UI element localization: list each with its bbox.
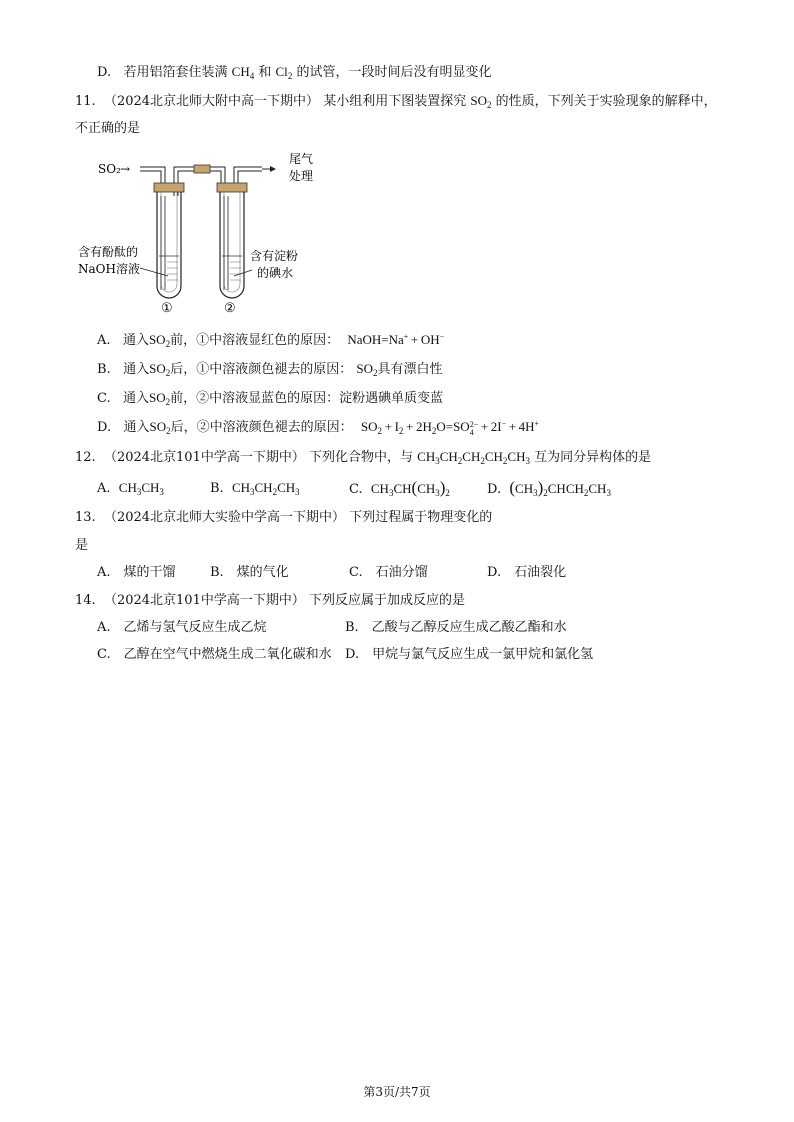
so2-inlet-label: SO₂	[98, 162, 121, 176]
q11-option-d: D. 通入$SO_2$后，②中溶液颜色褪去的原因： $SO_2 + I_2 + 2H_2O=SO2-$ 4 + 2I− + 4H+	[97, 419, 540, 437]
q12-option-a: A. $CH_3CH_3$	[97, 480, 164, 497]
q11-option-b: B. 通入$SO_2$后，①中溶液颜色褪去的原因： $SO_2$具有漂白性	[97, 361, 443, 378]
right-solution-label: 含有淀粉	[250, 249, 299, 263]
rubber-connector	[194, 165, 210, 173]
q14-option-a: A. 乙烯与氢气反应生成乙烷	[97, 620, 267, 635]
left-solution-label: 含有酚酞的	[78, 245, 139, 259]
apparatus-figure	[78, 150, 350, 320]
q12-option-c: C. $CH_3CH(CH_3)_2$	[349, 478, 450, 498]
q12-option-d: D. $(CH_3)_2CHCH_2CH_3$	[487, 478, 611, 498]
tube-1-number: ①	[161, 301, 173, 316]
q11-option-a: A. 通入$SO_2$前，①中溶液显红色的原因： NaOH=Na+ + OH−	[97, 332, 445, 349]
q14-option-c: C. 乙醇在空气中燃烧生成二氧化碳和水	[97, 647, 332, 662]
q12-option-b: B. $CH_3CH_2CH_3$	[210, 480, 300, 497]
svg-text:→: →	[120, 162, 131, 176]
q12-stem: 12. （2024北京101中学高一下期中） 下列化合物中，与 $CH_3CH_2CH_2CH_2CH_3$ 互为同分异构体的是	[75, 449, 652, 466]
q13-stem-line2: 是	[75, 538, 89, 553]
question-source: （2024北京101中学高一下期中）	[103, 593, 305, 608]
question-source: （2024北京北师大实验中学高一下期中）	[103, 510, 346, 525]
tube-2-number: ②	[224, 301, 236, 316]
svg-text:的碘水: 的碘水	[257, 266, 294, 280]
q14-option-b: B. 乙酸与乙醇反应生成乙酸乙酯和水	[345, 620, 567, 635]
q11-option-c: C. 通入$SO_2$前，②中溶液显蓝色的原因：淀粉遇碘单质变蓝	[97, 390, 444, 407]
q14-option-d: D. 甲烷与氯气反应生成一氯甲烷和氯化氢	[345, 647, 594, 662]
question-source: （2024北京北师大附中高一下期中）	[103, 94, 320, 109]
q14-stem: 14. （2024北京101中学高一下期中） 下列反应属于加成反应的是	[75, 593, 466, 608]
stopper-2	[217, 183, 247, 192]
svg-text:NaOH溶液: NaOH溶液	[78, 262, 140, 276]
q13-stem: 13. （2024北京北师大实验中学高一下期中） 下列过程属于物理变化的	[75, 510, 493, 525]
svg-text:尾气: 尾气	[289, 152, 314, 166]
svg-text:处理: 处理	[289, 169, 314, 183]
page-footer: 第3页/共7页	[363, 1085, 431, 1099]
stopper-1	[154, 183, 184, 192]
q13-option-d: D. 石油裂化	[487, 565, 567, 580]
q13-option-c: C. 石油分馏	[349, 565, 428, 580]
q11-stem-line2: 不正确的是	[75, 121, 141, 136]
question-source: （2024北京101中学高一下期中）	[103, 450, 305, 465]
q13-option-b: B. 煤的气化	[210, 565, 289, 580]
q10-option-d: D. 若用铝箔套住装满 $CH_4$ 和 $Cl_2$ 的试管，一段时间后没有明显变化	[97, 64, 492, 81]
q11-stem: 11. （2024北京北师大附中高一下期中） 某小组利用下图装置探究 $SO_2$ 的性质，下列关于实验现象的解释中，	[75, 93, 717, 110]
q13-option-a: A. 煤的干馏	[97, 565, 176, 580]
outlet-arrow-icon	[270, 166, 276, 172]
